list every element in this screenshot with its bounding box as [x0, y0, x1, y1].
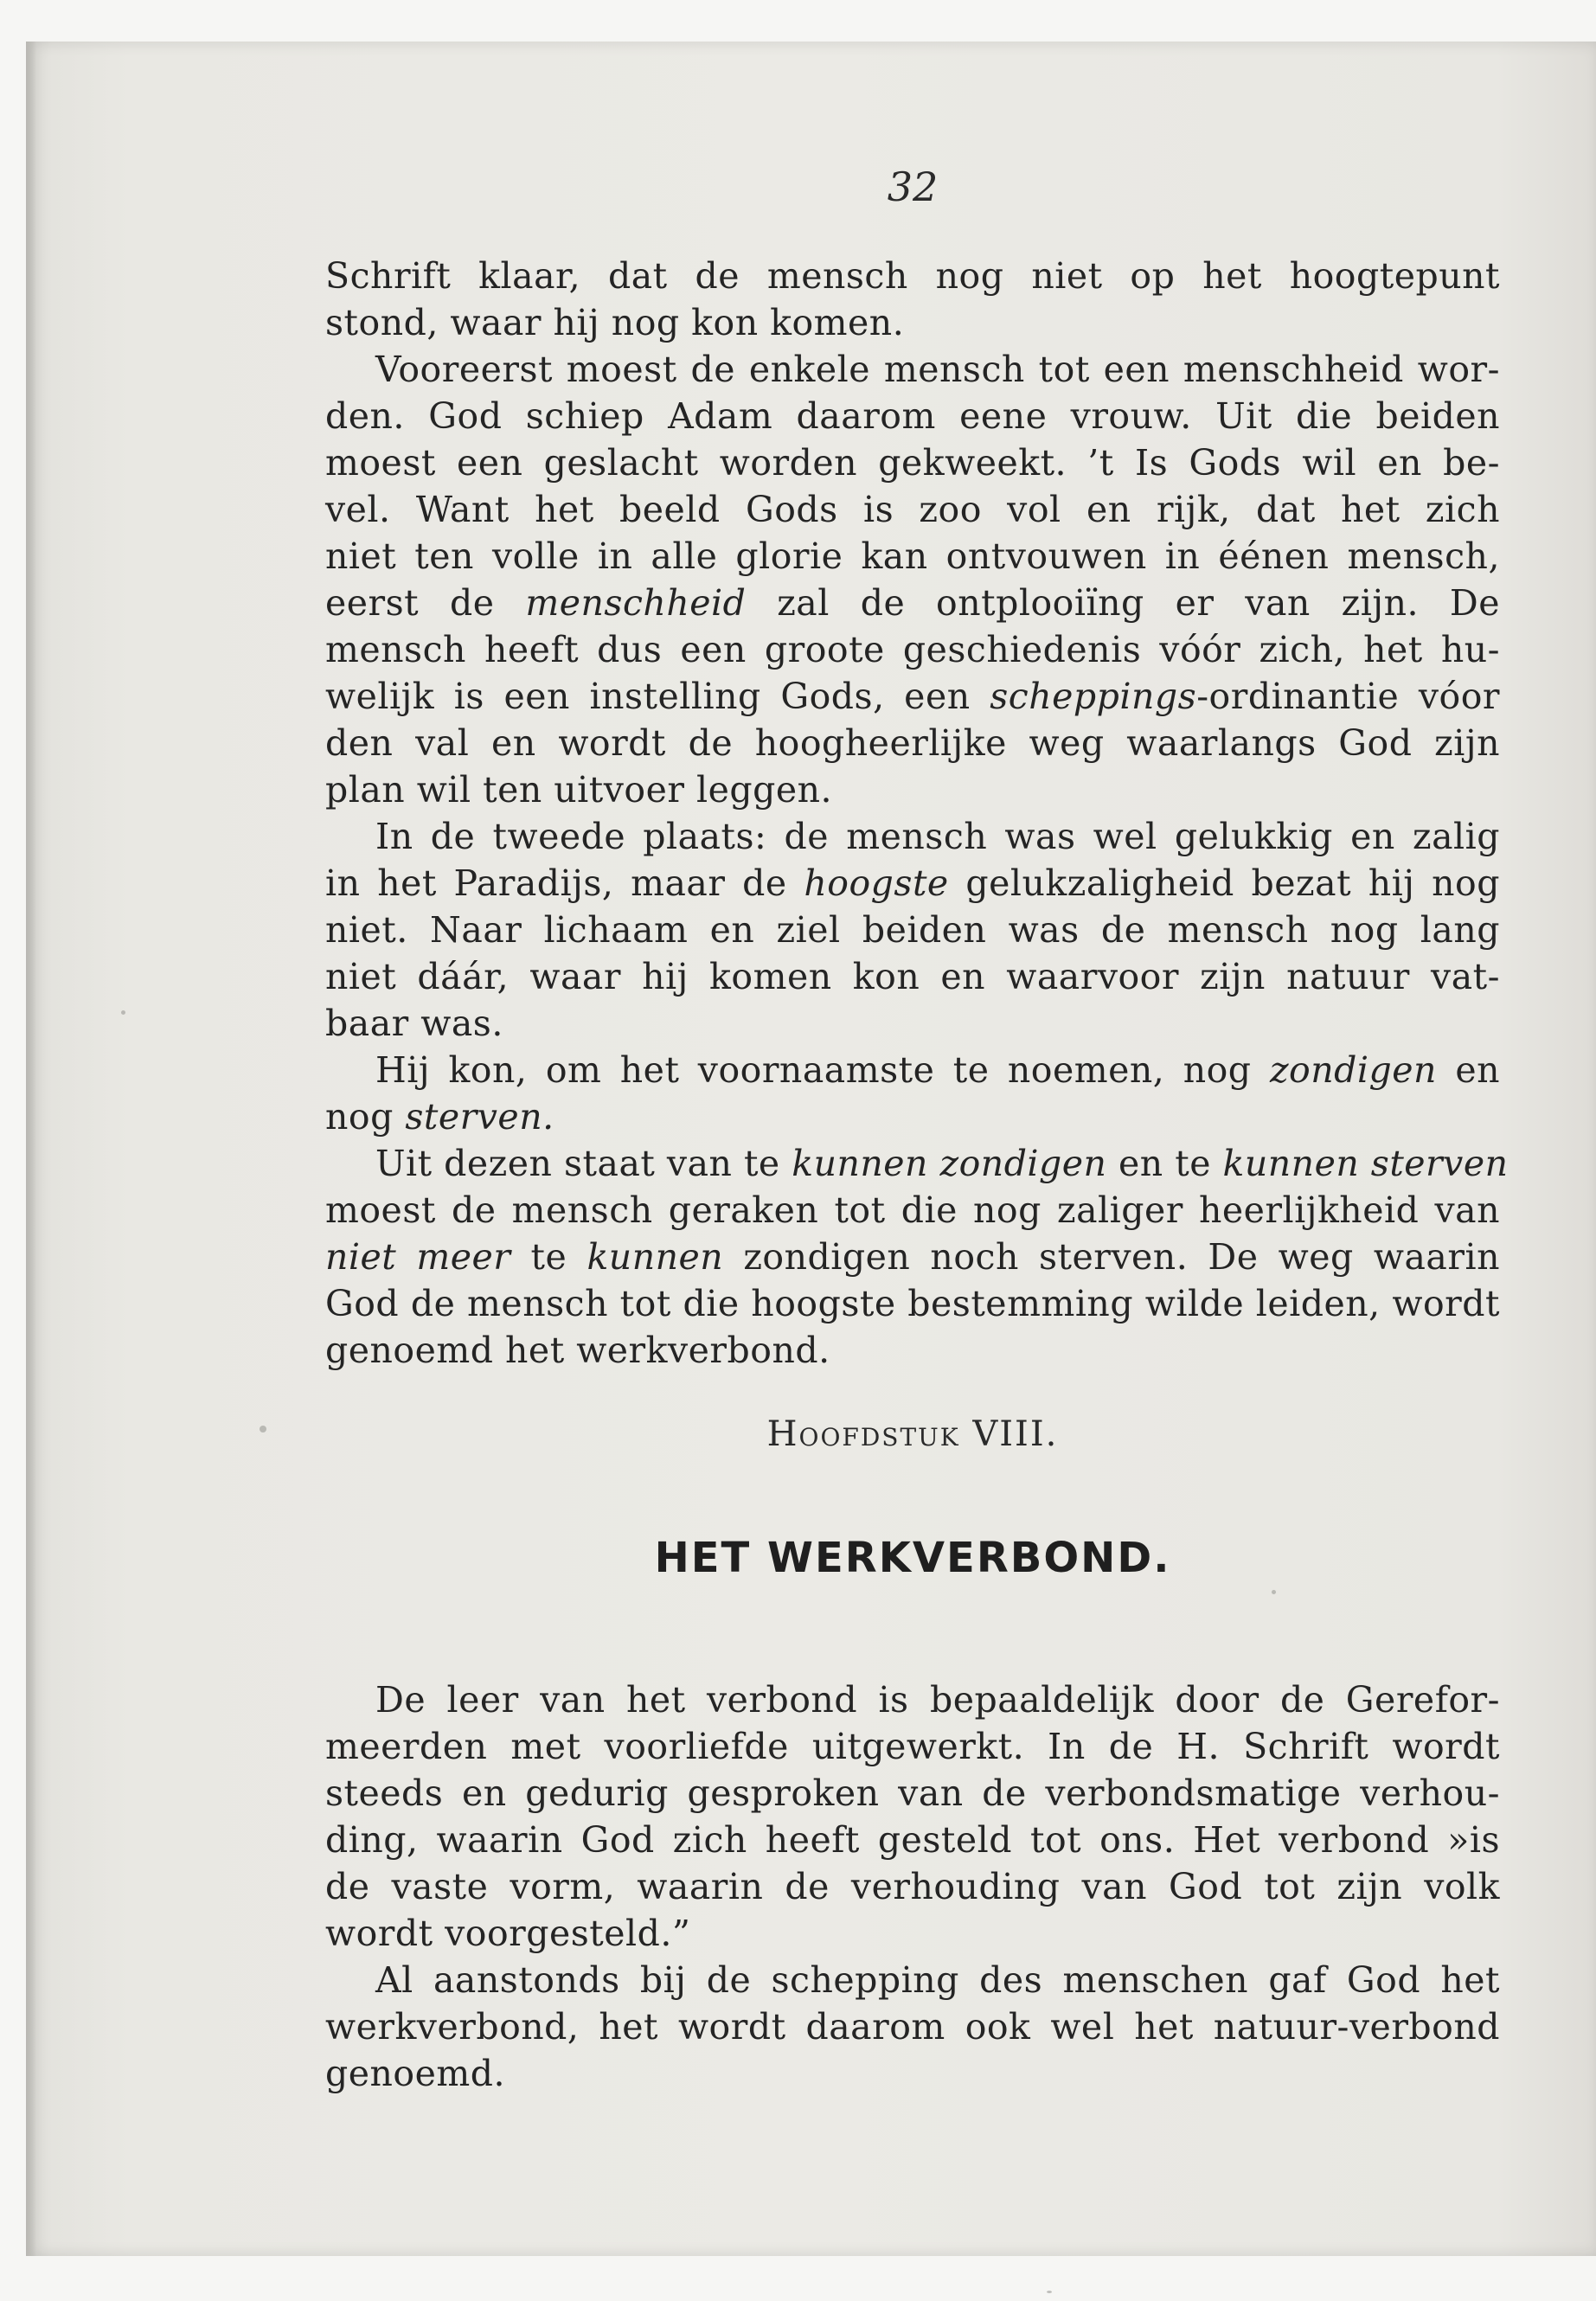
text-line: niet meer te kunnen zondigen noch sterven. De weg waarin: [325, 1236, 1500, 1278]
text-line: moest de mensch geraken tot die nog zaliger heerlijkheid van: [325, 1189, 1500, 1231]
book-page: [26, 42, 1596, 2256]
italic-word: sterven.: [405, 1096, 554, 1138]
text-line: genoemd het werkverbond.: [325, 1330, 830, 1371]
text-line: eerst de menschheid zal de ontplooiïng er van zijn. De: [325, 582, 1500, 624]
italic-word: scheppings: [990, 676, 1197, 717]
binding-shadow: [26, 42, 36, 2256]
text-line: mensch heeft dus een groote geschiedenis vóór zich, het hu-: [325, 629, 1500, 670]
italic-word: hoogste: [804, 862, 949, 904]
text-line: ding, waarin God zich heeft gesteld tot ons. Het verbond »is: [325, 1819, 1500, 1861]
text-line: Uit dezen staat van te kunnen zondigen en te kunnen sterven: [375, 1143, 1509, 1184]
text-line: vel. Want het beeld Gods is zoo vol en rijk, dat het zich: [325, 489, 1500, 530]
body-text-after-chapter: [325, 1676, 1500, 2097]
text-line: werkverbond, het wordt daarom ook wel het natuur-verbond: [325, 2006, 1500, 2048]
page-number: 32: [887, 163, 939, 210]
text-line: steeds en gedurig gesproken van de verbondsmatige verhou-: [325, 1772, 1500, 1814]
text-line: in het Paradijs, maar de hoogste gelukzaligheid bezat hij nog: [325, 862, 1500, 904]
body-text-before-chapter: [325, 253, 1509, 1374]
text-line: De leer van het verbond is bepaaldelijk door de Gerefor-: [375, 1679, 1500, 1721]
text-line: Al aanstonds bij de schepping des menschen gaf God het: [375, 1959, 1500, 2001]
text-line: God de mensch tot die hoogste bestemming wilde leiden, wordt: [325, 1283, 1500, 1324]
paper-speck: [1272, 1590, 1276, 1594]
italic-word: zondigen: [1269, 1049, 1437, 1091]
chapter-label: Hoofdstuk VIII.: [766, 1414, 1059, 1454]
text-line: den. God schiep Adam daarom eene vrouw. Uit die beiden: [325, 395, 1500, 437]
italic-phrase: niet meer: [325, 1236, 511, 1278]
paper-speck: [1047, 2291, 1052, 2293]
text-line: wordt voorgesteld.”: [325, 1913, 691, 1954]
text-line: stond, waar hij nog kon komen.: [325, 302, 905, 343]
text-line: In de tweede plaats: de mensch was wel gelukkig en zalig: [375, 816, 1500, 857]
text-line: niet ten volle in alle glorie kan ontvouwen in éénen mensch,: [325, 535, 1500, 577]
text-line: Schrift klaar, dat de mensch nog niet op het hoogtepunt: [325, 255, 1500, 297]
text-line: welijk is een instelling Gods, een scheppings-ordinantie vóor: [325, 676, 1501, 717]
text-line: nog sterven.: [325, 1096, 554, 1138]
text-line: Hij kon, om het voornaamste te noemen, nog zondigen en: [375, 1049, 1500, 1091]
text-line: baar was.: [325, 1003, 503, 1044]
chapter-title: HET WERKVERBOND.: [654, 1534, 1171, 1582]
text-line: meerden met voorliefde uitgewerkt. In de H. Schrift wordt: [325, 1726, 1500, 1767]
paper-speck: [121, 1010, 125, 1015]
text-line: niet. Naar lichaam en ziel beiden was de mensch nog lang: [325, 909, 1500, 951]
text-line: moest een geslacht worden gekweekt. ’t Is Gods wil en be-: [325, 442, 1500, 484]
italic-word: menschheid: [525, 582, 747, 624]
paper-speck: [260, 1426, 266, 1433]
text-line: de vaste vorm, waarin de verhouding van God tot zijn volk: [325, 1866, 1500, 1907]
text-line: genoemd.: [325, 2053, 506, 2094]
italic-phrase: kunnen zondigen: [792, 1143, 1107, 1184]
text-line: plan wil ten uitvoer leggen.: [325, 769, 833, 811]
italic-word: kunnen: [586, 1236, 724, 1278]
text-line: Vooreerst moest de enkele mensch tot een menschheid wor-: [375, 349, 1500, 390]
text-line: den val en wordt de hoogheerlijke weg waarlangs God zijn: [325, 722, 1500, 764]
italic-phrase: kunnen sterven: [1222, 1143, 1509, 1184]
text-line: niet dáár, waar hij komen kon en waarvoor zijn natuur vat-: [325, 956, 1500, 997]
